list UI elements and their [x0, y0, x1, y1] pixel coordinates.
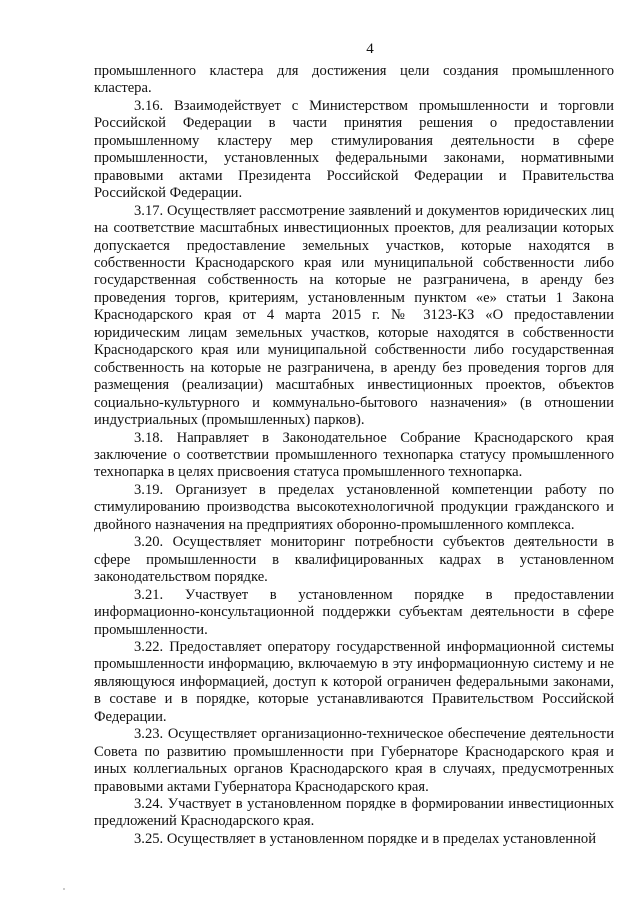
paragraph-3-24: 3.24. Участвует в установленном порядке в формировании инвестиционных предложений Краснодарского края.	[94, 796, 614, 830]
paragraph-3-20: 3.20. Осуществляет мониторинг потребности субъектов деятельности в сфере промышленности в квалифицированных кадрах в установленном законодательством порядке.	[94, 534, 614, 586]
scan-artifact-dot	[63, 888, 65, 890]
paragraph-3-21: 3.21. Участвует в установленном порядке в предоставлении информационно-консультационной поддержки субъектам деятельности в сфере промышленности.	[94, 586, 614, 638]
paragraph-3-22: 3.22. Предоставляет оператору государственной информационной системы промышленности информацию, включаемую в эту информационную систему и не являющуюся информацией, доступ к которой ограничен федеральными законами, в составе и в порядке, которые устанавливаются Правительством Российской Федерации.	[94, 638, 614, 725]
page-number: 4	[366, 41, 374, 57]
paragraph-3-17: 3.17. Осуществляет рассмотрение заявлений и документов юридических лиц на соответствие масштабных инвестиционных проектов, для реализации которых допускается предоставление земельных участков, которые находятся в собственности Краснодарского края или муниципальной собственности либо государственная собственность на которые не разграничена, в аренду без проведения торгов, критериям, установленным пунктом «е» статьи 1 Закона Краснодарского края от 4 марта 2015 г. № 3123-КЗ «О предоставлении юридическим лицам земельных участков, которые находятся в собственности Краснодарского края или муниципальной собственности либо государственная собственность на которые не разграничена, в аренду без проведения торгов для размещения (реализации) масштабных инвестиционных проектов, объектов социально-культурного и коммунально-бытового назначения» (в отношении индустриальных (промышленных) парков).	[94, 202, 614, 429]
paragraph-3-23: 3.23. Осуществляет организационно-техническое обеспечение деятельности Совета по развитию промышленности при Губернаторе Краснодарского края и иных коллегиальных органов Краснодарского края в случаях, предусмотренных правовыми актами Губернатора Краснодарского края.	[94, 726, 614, 795]
paragraph-3-19: 3.19. Организует в пределах установленной компетенции работу по стимулированию производства высокотехнологичной продукции гражданского и двойного назначения на предприятиях оборонно-промышленного комплекса.	[94, 481, 614, 533]
paragraph-3-16: 3.16. Взаимодействует с Министерством промышленности и торговли Российской Федерации в части принятия решения о предоставлении промышленному кластеру мер стимулирования деятельности в сфере промышленности, установленных федеральными законами, нормативными правовыми актами Президента Российской Федерации и Правительства Российской Федерации.	[94, 97, 614, 202]
paragraph-continuation: промышленного кластера для достижения цели создания промышленного кластера.	[94, 63, 614, 97]
paragraph-3-18: 3.18. Направляет в Законодательное Собрание Краснодарского края заключение о соответствии промышленного технопарка статусу промышленного технопарка в целях присвоения статуса промышленного технопарка.	[94, 429, 614, 481]
document-body	[94, 63, 614, 848]
paragraph-3-25: 3.25. Осуществляет в установленном порядке и в пределах установленной	[134, 830, 597, 847]
